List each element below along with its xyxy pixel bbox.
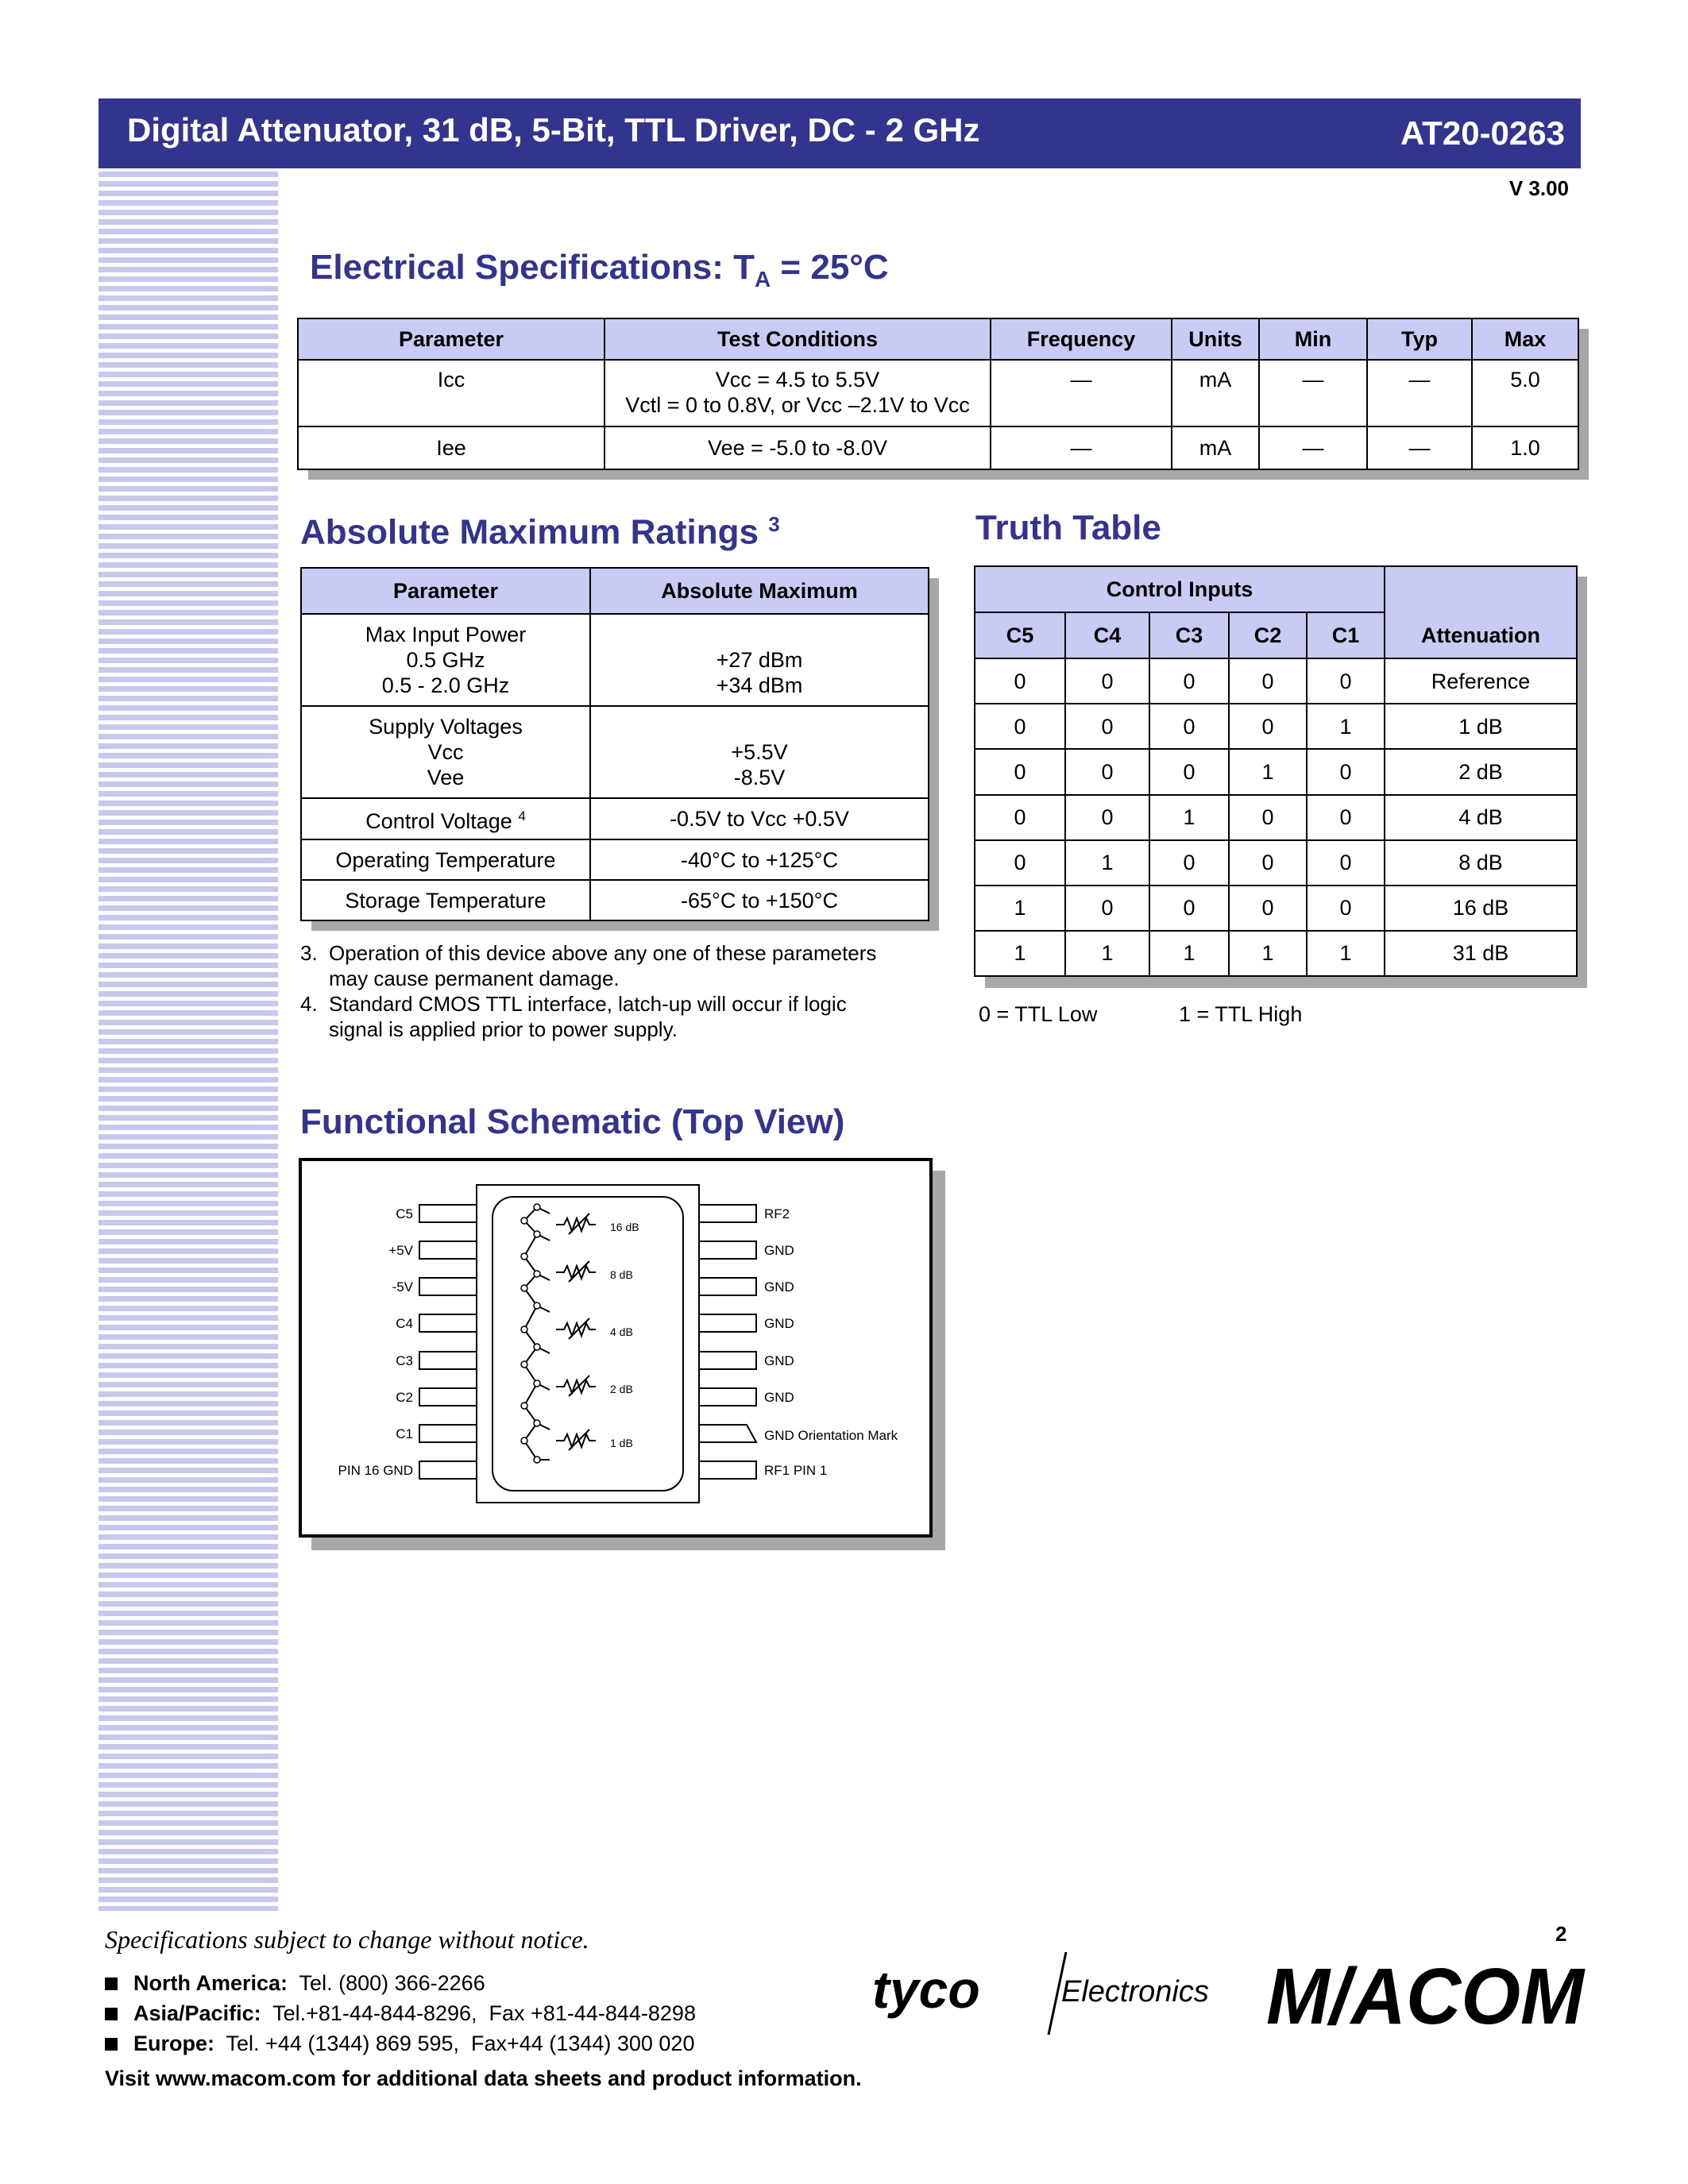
col-header-c4: C4 — [1065, 612, 1149, 658]
functional-schematic — [299, 1158, 933, 1538]
resistor-16db — [556, 1218, 596, 1231]
version-label: V 3.00 — [1508, 176, 1569, 200]
table-row — [301, 880, 929, 920]
cell-typ: — — [1367, 426, 1472, 469]
col-header-absolute-maximum: Absolute Maximum — [590, 568, 929, 614]
pin-label-gnd: GND — [764, 1390, 794, 1405]
note-3: 3. Operation of this device above any one of these parameters may cause permanent damage. — [300, 941, 877, 990]
cell-units: mA — [1172, 426, 1259, 469]
note-4: 4. Standard CMOS TTL interface, latch-up will occur if logic signal is applied prior to power supply. — [300, 992, 847, 1041]
cell-parameter: Iee — [298, 426, 605, 469]
table-row — [298, 426, 1578, 469]
resistor-8db — [556, 1266, 596, 1279]
col-header-attenuation: Attenuation — [1385, 612, 1577, 658]
table-row: 1 1 1 1 1 31 dB — [975, 931, 1577, 976]
part-number: AT20-0263 — [1400, 114, 1565, 152]
cell-value: +27 dBm +34 dBm — [590, 614, 929, 706]
cell-test-conditions: Vee = -5.0 to -8.0V — [605, 426, 991, 469]
cell-parameter: Control Voltage $^4$ — [301, 798, 590, 839]
stage-label-1db: 1 dB — [610, 1437, 633, 1449]
col-header-c2: C2 — [1229, 612, 1307, 658]
pin-label-gnd: GND — [764, 1316, 794, 1331]
col-header-typ: Typ — [1367, 318, 1472, 360]
abs-max-heading: Absolute Maximum Ratings $^3$ — [300, 512, 780, 552]
pin-label-gnd-orientation: GND Orientation Mark — [764, 1428, 898, 1443]
svg-text:M/ACOM: M/ACOM — [1266, 1952, 1586, 2041]
cell-value: -0.5V to Vcc +0.5V — [590, 798, 929, 839]
contact-list — [105, 1968, 696, 2059]
pin-label-rf1-pin1: RF1 PIN 1 — [764, 1463, 828, 1478]
header-bar — [98, 98, 1581, 168]
cell-frequency: — — [991, 360, 1172, 426]
macom-logo — [1263, 1944, 1597, 2051]
pin-label-rf2: RF2 — [764, 1206, 790, 1221]
col-header-frequency: Frequency — [991, 318, 1172, 360]
page-number: 2 — [1555, 1922, 1567, 1946]
col-header-min: Min — [1259, 318, 1367, 360]
table-row: 1 0 0 0 0 16 dB — [975, 886, 1577, 931]
truth-table — [974, 565, 1576, 977]
schematic-heading: Functional Schematic (Top View) — [300, 1102, 845, 1141]
cell-test-conditions: Vcc = 4.5 to 5.5V Vctl = 0 to 0.8V, or Vcc –2.1V to Vcc — [605, 360, 991, 426]
table-row: 0 0 0 0 1 1 dB — [975, 704, 1577, 749]
resistor-2db — [556, 1380, 596, 1393]
table-row — [301, 614, 929, 706]
package-body — [477, 1185, 699, 1503]
col-header-c5: C5 — [975, 612, 1065, 658]
table-row: 0 0 1 0 0 4 dB — [975, 795, 1577, 840]
cell-max: 5.0 — [1472, 360, 1578, 426]
svg-text:Electronics: Electronics — [1061, 1975, 1209, 2008]
cell-min: — — [1259, 426, 1367, 469]
col-header-test-conditions: Test Conditions — [605, 318, 991, 360]
pin-label-5v: +5V — [388, 1243, 413, 1258]
stage-label-2db: 2 dB — [610, 1383, 633, 1395]
cell-typ: — — [1367, 360, 1472, 426]
table-row — [301, 798, 929, 839]
die-outline — [492, 1197, 683, 1491]
resistor-1db — [556, 1434, 596, 1447]
col-header-c3: C3 — [1149, 612, 1229, 658]
col-header-parameter: Parameter — [301, 568, 590, 614]
cell-parameter: Storage Temperature — [301, 880, 590, 920]
footer-disclaimer: Specifications subject to change without notice. — [105, 1925, 589, 1954]
col-header-parameter: Parameter — [298, 318, 605, 360]
cell-parameter: Operating Temperature — [301, 839, 590, 880]
table-row: 0 1 0 0 0 8 dB — [975, 840, 1577, 886]
truth-table-heading: Truth Table — [975, 508, 1161, 547]
schematic-drawing — [302, 1161, 929, 1534]
cell-frequency: — — [991, 426, 1172, 469]
pin-label-gnd: GND — [764, 1353, 794, 1368]
pin-label-c4: C4 — [396, 1316, 413, 1331]
cell-min: — — [1259, 360, 1367, 426]
table-row — [301, 706, 929, 798]
decorative-stripes — [98, 172, 278, 1911]
stage-label-16db: 16 dB — [610, 1221, 639, 1233]
table-row: 0 0 0 1 0 2 dB — [975, 749, 1577, 794]
legend-ttl-high: 1 = TTL High — [1179, 1002, 1303, 1026]
pin-label-pin16-gnd: PIN 16 GND — [338, 1463, 413, 1478]
header-spacer — [1385, 566, 1577, 612]
pin-label-c5: C5 — [396, 1206, 413, 1221]
table-row — [298, 360, 1578, 426]
cell-value: +5.5V -8.5V — [590, 706, 929, 798]
cell-parameter: Max Input Power 0.5 GHz 0.5 - 2.0 GHz — [301, 614, 590, 706]
col-header-c1: C1 — [1307, 612, 1385, 658]
contact-europe: Europe: Tel. +44 (1344) 869 595, Fax+44 (1344) 300 020 — [105, 2028, 696, 2059]
cell-value: -40°C to +125°C — [590, 839, 929, 880]
contact-north-america: North America: Tel. (800) 366-2266 — [105, 1968, 696, 1998]
table-row — [301, 839, 929, 880]
pin-label-gnd: GND — [764, 1279, 794, 1295]
col-header-units: Units — [1172, 318, 1259, 360]
abs-max-notes — [300, 940, 980, 1042]
col-header-max: Max — [1472, 318, 1578, 360]
document-title: Digital Attenuator, 31 dB, 5-Bit, TTL Driver, DC - 2 GHz — [127, 111, 980, 149]
resistor-4db — [556, 1323, 596, 1336]
cell-parameter: Icc — [298, 360, 605, 426]
electrical-spec-table — [297, 318, 1578, 469]
table-row: 0 0 0 0 0 Reference — [975, 658, 1577, 704]
stage-label-8db: 8 dB — [610, 1268, 633, 1281]
pin-label-gnd: GND — [764, 1243, 794, 1258]
cell-units: mA — [1172, 360, 1259, 426]
visit-website-text: Visit www.macom.com for additional data sheets and product information. — [105, 2066, 862, 2090]
tyco-electronics-logo — [866, 1946, 1247, 2045]
legend-ttl-low: 0 = TTL Low — [979, 1002, 1098, 1026]
pin-label-c3: C3 — [396, 1353, 413, 1368]
contact-asia-pacific: Asia/Pacific: Tel.+81-44-844-8296, Fax +81-44-844-8298 — [105, 1998, 696, 2028]
svg-text:tyco: tyco — [872, 1960, 980, 2019]
stage-label-4db: 4 dB — [610, 1325, 633, 1338]
control-inputs-header: Control Inputs — [975, 566, 1385, 612]
abs-max-table — [300, 567, 928, 920]
cell-value: -65°C to +150°C — [590, 880, 929, 920]
cell-parameter: Supply Voltages Vcc Vee — [301, 706, 590, 798]
electrical-spec-heading: Electrical Specifications: $T_A = 25^\circ C$ — [310, 248, 889, 291]
pin-label-c2: C2 — [396, 1390, 413, 1405]
pin-label-c1: C1 — [396, 1426, 413, 1441]
cell-max: 1.0 — [1472, 426, 1578, 469]
pin-label-neg5v: -5V — [392, 1279, 413, 1295]
